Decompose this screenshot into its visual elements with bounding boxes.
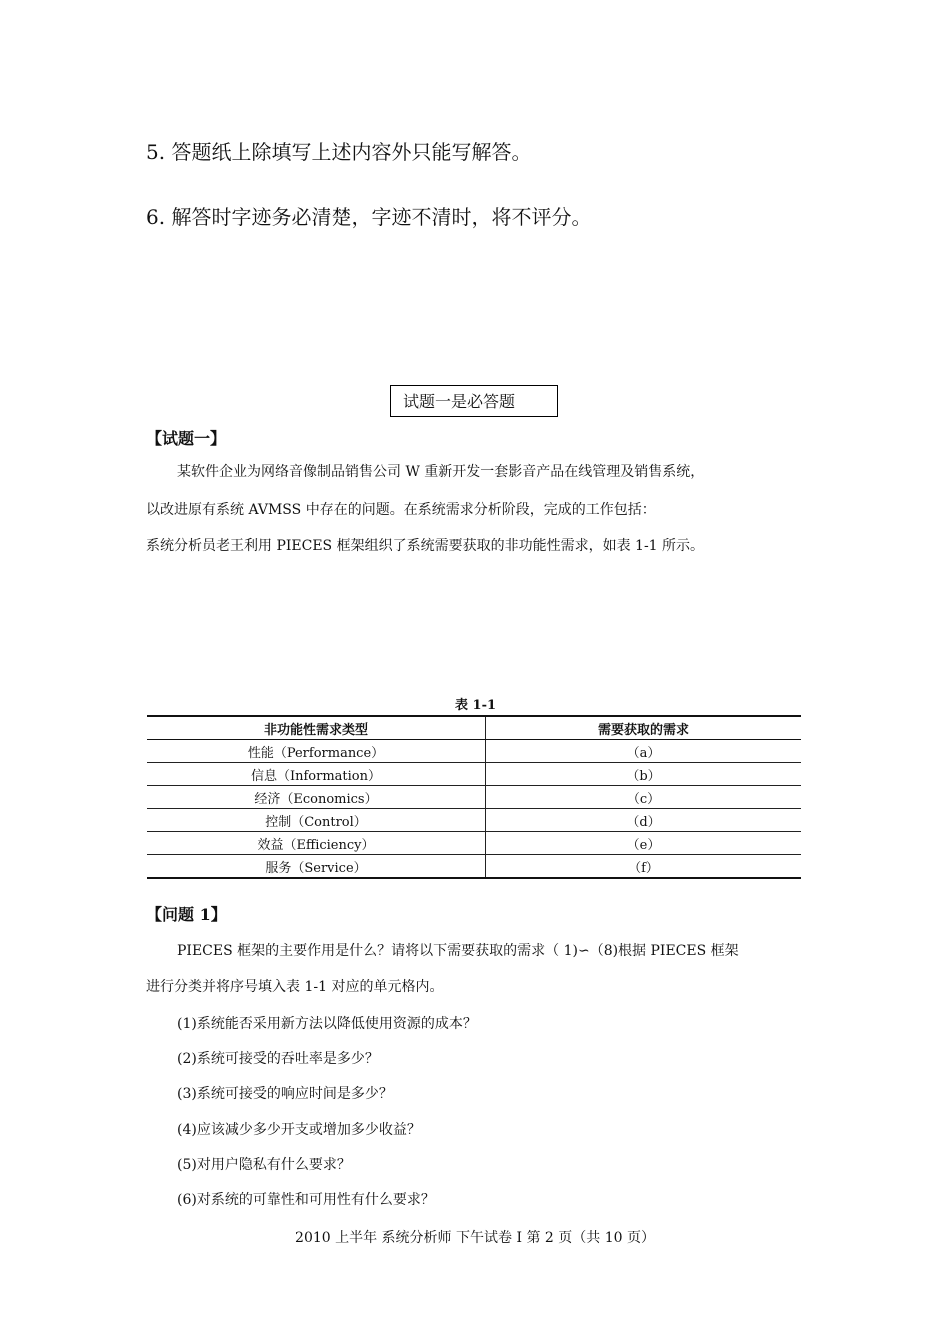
table-cell: 服务（Service） bbox=[147, 855, 486, 879]
table-header-req: 需要获取的需求 bbox=[486, 716, 802, 740]
table-header-row bbox=[147, 716, 801, 740]
table-cell: （e） bbox=[486, 832, 802, 855]
list-item: (1)系统能否采用新方法以降低使用资源的成本？ bbox=[177, 1016, 477, 1032]
table-cell: 经济（Economics） bbox=[147, 786, 486, 809]
table-cell: 性能（Performance） bbox=[147, 740, 486, 763]
requirements-table-wrap bbox=[147, 715, 801, 879]
table-cell: （a） bbox=[486, 740, 802, 763]
table-row bbox=[147, 832, 801, 855]
intro-line-3: 系统分析员老王利用 PIECES 框架组织了系统需要获取的非功能性需求，如表 1-1 所示。 bbox=[146, 538, 705, 554]
list-item: (2)系统可接受的吞吐率是多少？ bbox=[177, 1051, 379, 1067]
table-cell: （f） bbox=[486, 855, 802, 879]
table-header-type: 非功能性需求类型 bbox=[147, 716, 486, 740]
table-caption: 表 1-1 bbox=[455, 698, 497, 713]
table-cell: 控制（Control） bbox=[147, 809, 486, 832]
table-row bbox=[147, 786, 801, 809]
table-cell: （b） bbox=[486, 763, 802, 786]
table-row bbox=[147, 809, 801, 832]
question-heading: 【试题一】 bbox=[146, 429, 227, 448]
table-cell: （d） bbox=[486, 809, 802, 832]
table-row bbox=[147, 763, 801, 786]
table-row bbox=[147, 740, 801, 763]
problem-heading: 【问题 1】 bbox=[146, 905, 227, 924]
required-question-box: 试题一是必答题 bbox=[390, 385, 558, 417]
instruction-5: 5. 答题纸上除填写上述内容外只能写解答。 bbox=[146, 140, 532, 164]
instruction-6: 6. 解答时字迹务必清楚，字迹不清时，将不评分。 bbox=[146, 205, 592, 229]
list-item: (3)系统可接受的响应时间是多少？ bbox=[177, 1086, 393, 1102]
requirements-table bbox=[147, 715, 801, 879]
table-cell: 信息（Information） bbox=[147, 763, 486, 786]
problem-line-1: PIECES 框架的主要作用是什么？请将以下需要获取的需求（ 1)∽（8)根据 PIECES 框架 bbox=[177, 943, 739, 959]
problem-line-2: 进行分类并将序号填入表 1-1 对应的单元格内。 bbox=[146, 979, 444, 995]
list-item: (4)应该减少多少开支或增加多少收益？ bbox=[177, 1122, 421, 1138]
page-footer: 2010 上半年 系统分析师 下午试卷 I 第 2 页（共 10 页） bbox=[295, 1230, 655, 1246]
list-item: (6)对系统的可靠性和可用性有什么要求？ bbox=[177, 1192, 435, 1208]
table-cell: 效益（Efficiency） bbox=[147, 832, 486, 855]
intro-line-2: 以改进原有系统 AVMSS 中存在的问题。在系统需求分析阶段，完成的工作包括： bbox=[146, 502, 656, 518]
table-cell: （c） bbox=[486, 786, 802, 809]
intro-line-1: 某软件企业为网络音像制品销售公司 W 重新开发一套影音产品在线管理及销售系统， bbox=[177, 464, 705, 480]
table-row bbox=[147, 855, 801, 879]
list-item: (5)对用户隐私有什么要求？ bbox=[177, 1157, 351, 1173]
